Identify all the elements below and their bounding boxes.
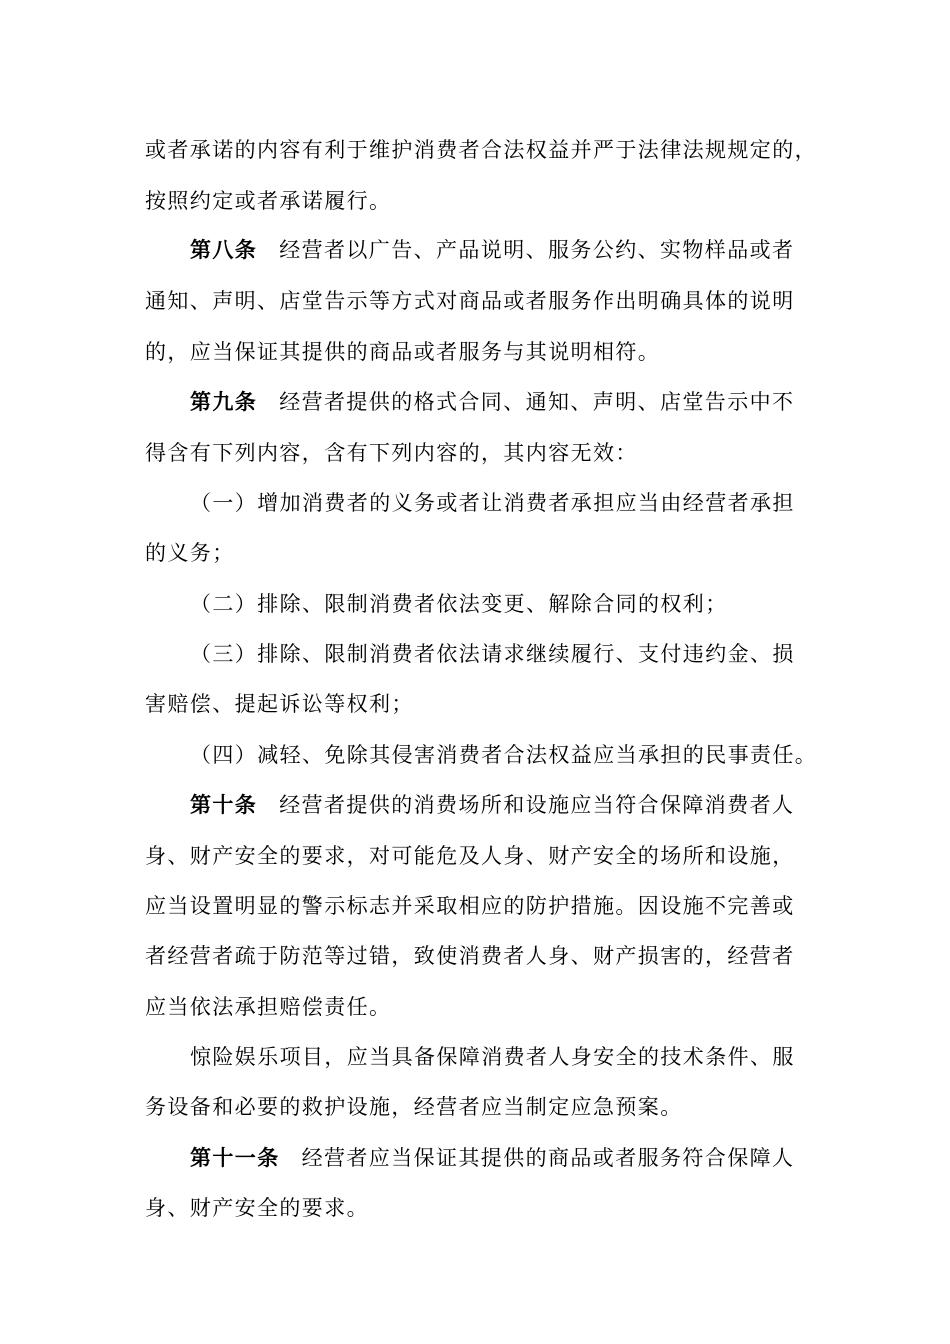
text-line — [190, 483, 810, 523]
article-11-first-line — [190, 1138, 810, 1178]
text-line — [190, 584, 810, 624]
text-line — [145, 433, 810, 473]
text-line — [145, 281, 810, 321]
text-line — [190, 735, 818, 775]
text-line — [145, 332, 810, 372]
line-text: 惊险娱乐项目，应当具备保障消费者人身安全的技术条件、服 — [190, 1045, 795, 1069]
text-line — [190, 634, 810, 674]
text-line — [145, 684, 810, 724]
article-9-title: 第九条 — [190, 389, 258, 414]
line-text: 经营者提供的格式合同、通知、声明、店堂告示中不 — [279, 390, 795, 414]
line-text: 的义务； — [145, 541, 235, 565]
article-8-first-line — [190, 230, 810, 270]
text-line — [145, 836, 810, 876]
article-10-title: 第十条 — [190, 792, 258, 817]
article-9-first-line — [190, 382, 810, 422]
text-line — [145, 181, 810, 221]
line-text: 应当设置明显的警示标志并采取相应的防护措施。因设施不完善或 — [145, 894, 795, 918]
article-10-first-line — [190, 785, 810, 825]
line-text: 经营者提供的消费场所和设施应当符合保障消费者人 — [279, 793, 795, 817]
line-text: （三）排除、限制消费者依法请求继续履行、支付违约金、损 — [190, 642, 795, 666]
text-line — [145, 1188, 810, 1228]
text-line — [145, 936, 810, 976]
line-text: 害赔偿、提起诉讼等权利； — [145, 692, 414, 716]
line-text: 通知、声明、店堂告示等方式对商品或者服务作出明确具体的说明 — [145, 289, 795, 313]
text-line — [145, 1087, 810, 1127]
line-text: 按照约定或者承诺履行。 — [145, 189, 392, 213]
line-text: 经营者以广告、产品说明、服务公约、实物样品或者 — [279, 238, 795, 262]
line-text: 经营者应当保证其提供的商品或者服务符合保障人 — [301, 1146, 795, 1170]
line-text: （四）减轻、免除其侵害消费者合法权益应当承担的民事责任。 — [190, 743, 818, 767]
text-line — [145, 987, 810, 1027]
line-text: 务设备和必要的救护设施，经营者应当制定应急预案。 — [145, 1095, 683, 1119]
line-text: 的，应当保证其提供的商品或者服务与其说明相符。 — [145, 340, 661, 364]
text-line — [190, 1037, 810, 1077]
line-text: 得含有下列内容，含有下列内容的，其内容无效： — [145, 441, 638, 465]
line-text: 或者承诺的内容有利于维护消费者合法权益并严于法律法规规定的， — [145, 138, 817, 162]
line-text: （一）增加消费者的义务或者让消费者承担应当由经营者承担 — [190, 491, 795, 515]
line-text: 身、财产安全的要求，对可能危及人身、财产安全的场所和设施， — [145, 844, 795, 868]
text-line — [145, 130, 817, 170]
line-text: 身、财产安全的要求。 — [145, 1196, 369, 1220]
text-line — [145, 533, 810, 573]
article-8-title: 第八条 — [190, 237, 258, 262]
line-text: 应当依法承担赔偿责任。 — [145, 995, 392, 1019]
line-text: 者经营者疏于防范等过错，致使消费者人身、财产损害的，经营者 — [145, 944, 795, 968]
line-text: （二）排除、限制消费者依法变更、解除合同的权利； — [190, 592, 728, 616]
article-11-title: 第十一条 — [190, 1145, 280, 1170]
text-line — [145, 886, 810, 926]
